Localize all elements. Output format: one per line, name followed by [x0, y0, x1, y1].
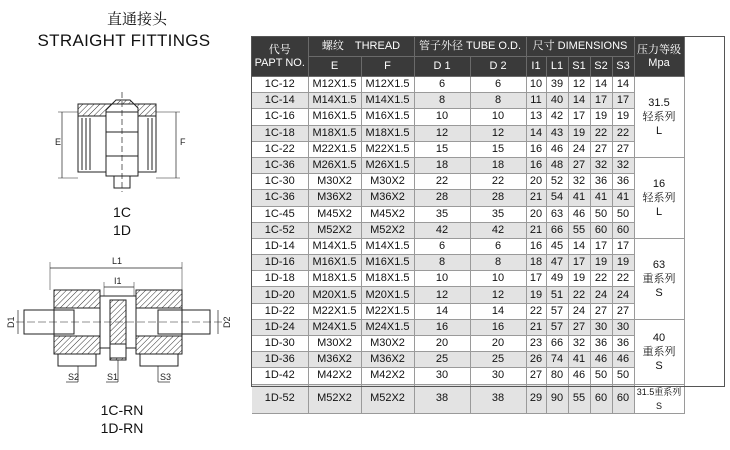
table-cell: 35 [414, 206, 470, 222]
table-cell: 21 [526, 190, 546, 206]
table-cell: M42X2 [361, 368, 414, 384]
table-cell: 20 [526, 174, 546, 190]
dim-s2-label: S2 [68, 372, 80, 382]
table-row [252, 125, 684, 141]
table-cell: 46 [568, 206, 590, 222]
table-cell: 14 [568, 93, 590, 109]
table-cell: M36X2 [308, 190, 361, 206]
header-pressure [634, 37, 684, 77]
table-cell: 10 [414, 271, 470, 287]
table-cell: 55 [568, 222, 590, 238]
table-cell: 14 [526, 125, 546, 141]
table-row [252, 222, 684, 238]
col-header-d1: D 1 [414, 57, 470, 77]
fitting-1c-drawing [58, 92, 180, 192]
part-number-cell: 1D-42 [252, 368, 308, 384]
table-cell: 42 [470, 222, 526, 238]
header-part-no [252, 37, 308, 77]
table-cell: M30X2 [361, 174, 414, 190]
table-row [252, 93, 684, 109]
table-cell: 45 [546, 238, 568, 254]
table-cell: M52X2 [308, 384, 361, 413]
table-cell: 38 [414, 384, 470, 413]
table-cell: 30 [470, 368, 526, 384]
table-cell: M12X1.5 [308, 77, 361, 93]
part-number-cell: 1C-12 [252, 77, 308, 93]
part-number-cell: 1C-16 [252, 109, 308, 125]
part-number-cell: 1D-36 [252, 352, 308, 368]
table-cell: 36 [590, 174, 612, 190]
table-cell: 30 [590, 319, 612, 335]
table-cell: 12 [568, 77, 590, 93]
table-row [252, 384, 684, 413]
table-cell: 12 [414, 287, 470, 303]
table-cell: 42 [414, 222, 470, 238]
table-cell: 17 [590, 238, 612, 254]
table-cell: M16X1.5 [308, 255, 361, 271]
table-cell: 41 [568, 190, 590, 206]
table-cell: 60 [590, 222, 612, 238]
table-cell: 49 [546, 271, 568, 287]
table-cell: 17 [568, 109, 590, 125]
table-cell: 36 [612, 336, 634, 352]
table-cell: 47 [546, 255, 568, 271]
table-cell: 25 [414, 352, 470, 368]
col-header-e: E [308, 57, 361, 77]
table-cell: 35 [470, 206, 526, 222]
table-cell: 12 [414, 125, 470, 141]
pressure-rating-line: S [655, 286, 663, 299]
table-cell: 30 [414, 368, 470, 384]
pressure-rating-line: L [655, 205, 663, 218]
table-cell: 14 [590, 77, 612, 93]
table-cell: 22 [526, 303, 546, 319]
table-cell: 18 [414, 157, 470, 173]
pressure-rating-line: 16 [652, 177, 666, 190]
table-cell: 20 [414, 336, 470, 352]
table-cell: 14 [568, 238, 590, 254]
spec-table [252, 37, 685, 414]
table-cell: 15 [470, 141, 526, 157]
table-cell: 32 [568, 336, 590, 352]
table-cell: 36 [590, 336, 612, 352]
table-cell: 57 [546, 319, 568, 335]
table-cell: 32 [590, 157, 612, 173]
table-cell: 6 [414, 238, 470, 254]
table-cell: 12 [470, 125, 526, 141]
table-cell: 6 [414, 77, 470, 93]
table-cell: M36X2 [361, 352, 414, 368]
table-row [252, 77, 684, 93]
table-cell: 12 [470, 287, 526, 303]
table-cell: 50 [612, 368, 634, 384]
table-cell: 32 [568, 174, 590, 190]
table-cell: 21 [526, 319, 546, 335]
fig2-label-1d-rn: 1D-RN [100, 420, 144, 436]
table-cell: M26X1.5 [361, 157, 414, 173]
table-cell: M52X2 [361, 384, 414, 413]
header-part-no-en: PAPT NO. [254, 56, 305, 69]
pressure-rating-cell [634, 77, 684, 158]
table-cell: 50 [612, 206, 634, 222]
table-row [252, 109, 684, 125]
title-english: STRAIGHT FITTINGS [37, 31, 211, 50]
table-cell: 11 [526, 93, 546, 109]
table-cell: 24 [568, 141, 590, 157]
table-cell: 6 [470, 238, 526, 254]
col-header-d2: D 2 [470, 57, 526, 77]
table-cell: 41 [568, 352, 590, 368]
table-cell: M14X1.5 [308, 238, 361, 254]
table-cell: M16X1.5 [308, 109, 361, 125]
table-cell: 30 [612, 319, 634, 335]
table-cell: 54 [546, 190, 568, 206]
table-cell: 74 [546, 352, 568, 368]
table-cell: 43 [546, 125, 568, 141]
title-chinese: 直通接头 [106, 10, 167, 28]
table-row [252, 336, 684, 352]
table-cell: M36X2 [308, 352, 361, 368]
table-cell: 17 [612, 238, 634, 254]
table-cell: 27 [526, 368, 546, 384]
pressure-rating-cell [634, 238, 684, 319]
table-cell: 27 [590, 141, 612, 157]
table-cell: 22 [612, 125, 634, 141]
table-cell: 20 [526, 206, 546, 222]
pressure-rating-line: 40 [652, 331, 666, 344]
table-row [252, 319, 684, 335]
part-number-cell: 1C-18 [252, 125, 308, 141]
table-cell: M20X1.5 [361, 287, 414, 303]
table-cell: 46 [590, 352, 612, 368]
dim-s1-label: S1 [107, 372, 119, 382]
table-cell: M42X2 [308, 368, 361, 384]
header-part-no-cn: 代号 [268, 43, 291, 56]
table-cell: 50 [590, 206, 612, 222]
table-cell: 48 [546, 157, 568, 173]
table-cell: M22X1.5 [361, 303, 414, 319]
table-cell: 80 [546, 368, 568, 384]
table-cell: 19 [568, 271, 590, 287]
part-number-cell: 1D-30 [252, 336, 308, 352]
table-row [252, 238, 684, 254]
table-cell: M18X1.5 [361, 271, 414, 287]
table-row [252, 352, 684, 368]
table-row [252, 303, 684, 319]
fig2-label-1c-rn: 1C-RN [100, 402, 144, 418]
table-cell: 23 [526, 336, 546, 352]
table-cell: 21 [526, 222, 546, 238]
col-header-i1: I1 [526, 57, 546, 77]
table-cell: M45X2 [361, 206, 414, 222]
table-cell: 10 [414, 109, 470, 125]
table-cell: M30X2 [361, 336, 414, 352]
table-cell: 17 [568, 255, 590, 271]
pressure-rating-line: 63 [652, 258, 666, 271]
table-cell: 16 [526, 157, 546, 173]
table-cell: M30X2 [308, 336, 361, 352]
table-cell: 50 [590, 368, 612, 384]
pressure-rating-line: 轻系列 [642, 191, 676, 204]
table-cell: 29 [526, 384, 546, 413]
pressure-rating-cell [634, 319, 684, 384]
table-cell: 24 [612, 287, 634, 303]
table-cell: 15 [414, 141, 470, 157]
fig1-label-1c: 1C [113, 204, 131, 220]
table-cell: 17 [526, 271, 546, 287]
table-cell: 17 [590, 93, 612, 109]
table-cell: 19 [612, 255, 634, 271]
part-number-cell: 1D-14 [252, 238, 308, 254]
table-cell: 22 [612, 271, 634, 287]
part-number-cell: 1D-20 [252, 287, 308, 303]
dim-d2-label: D2 [222, 316, 232, 328]
col-header-s2: S2 [590, 57, 612, 77]
table-cell: 14 [414, 303, 470, 319]
table-cell: 14 [612, 77, 634, 93]
table-cell: M45X2 [308, 206, 361, 222]
dim-l1-label: L1 [112, 256, 123, 266]
pressure-rating-line: 31.5 [648, 96, 670, 109]
table-cell: 24 [590, 287, 612, 303]
table-cell: 19 [590, 109, 612, 125]
table-cell: M22X1.5 [308, 141, 361, 157]
header-thread: 螺纹 THREAD [308, 37, 414, 57]
pressure-rating-line: 重系列 [642, 345, 676, 358]
table-cell: 8 [470, 93, 526, 109]
part-number-cell: 1D-18 [252, 271, 308, 287]
table-cell: 46 [612, 352, 634, 368]
table-cell: M20X1.5 [308, 287, 361, 303]
table-cell: 22 [470, 174, 526, 190]
table-cell: 66 [546, 222, 568, 238]
table-row [252, 174, 684, 190]
table-cell: 41 [612, 190, 634, 206]
table-cell: 18 [470, 157, 526, 173]
table-cell: M14X1.5 [308, 93, 361, 109]
pressure-rating-cell [634, 384, 684, 413]
part-number-cell: 1D-16 [252, 255, 308, 271]
header-pressure-cn: 压力等级 [637, 43, 681, 56]
table-cell: 27 [590, 303, 612, 319]
table-cell: M52X2 [361, 222, 414, 238]
part-number-cell: 1D-52 [252, 384, 308, 413]
pressure-rating-line: 重系列 [642, 272, 676, 285]
pressure-rating-line: L [655, 124, 663, 137]
table-cell: M24X1.5 [361, 319, 414, 335]
part-number-cell: 1C-14 [252, 93, 308, 109]
table-row [252, 206, 684, 222]
table-row [252, 157, 684, 173]
pressure-rating-line: S [655, 359, 663, 372]
table-cell: 26 [526, 352, 546, 368]
part-number-cell: 1C-45 [252, 206, 308, 222]
table-cell: 46 [568, 368, 590, 384]
table-cell: 22 [590, 125, 612, 141]
table-cell: 36 [612, 174, 634, 190]
table-cell: 51 [546, 287, 568, 303]
header-dimensions: 尺寸 DIMENSIONS [526, 37, 634, 57]
table-cell: M18X1.5 [308, 271, 361, 287]
table-cell: 22 [414, 174, 470, 190]
table-cell: M24X1.5 [308, 319, 361, 335]
table-cell: 52 [546, 174, 568, 190]
table-cell: 19 [612, 109, 634, 125]
part-number-cell: 1D-24 [252, 319, 308, 335]
table-cell: 8 [414, 93, 470, 109]
table-cell: M30X2 [308, 174, 361, 190]
table-cell: 8 [470, 255, 526, 271]
part-number-cell: 1C-30 [252, 174, 308, 190]
table-cell: M18X1.5 [361, 125, 414, 141]
table-cell: 60 [590, 384, 612, 413]
part-number-cell: 1C-36 [252, 157, 308, 173]
table-cell: 46 [546, 141, 568, 157]
table-cell: M16X1.5 [361, 109, 414, 125]
table-cell: 18 [526, 255, 546, 271]
fig1-label-1d: 1D [113, 222, 131, 238]
dim-d1-label: D1 [6, 316, 16, 328]
dim-f-label: F [180, 137, 186, 147]
table-cell: M22X1.5 [361, 141, 414, 157]
table-cell: M36X2 [361, 190, 414, 206]
pressure-rating-line: 31.5重系列S [636, 386, 682, 411]
table-cell: 60 [612, 384, 634, 413]
table-cell: 28 [414, 190, 470, 206]
table-cell: 22 [590, 271, 612, 287]
table-cell: 16 [526, 238, 546, 254]
table-cell: M12X1.5 [361, 77, 414, 93]
dim-s3-label: S3 [160, 372, 172, 382]
table-row [252, 368, 684, 384]
header-tube-od: 管子外径 TUBE O.D. [414, 37, 526, 57]
spec-table-body [252, 77, 684, 414]
table-cell: 27 [568, 319, 590, 335]
table-cell: 40 [546, 93, 568, 109]
table-cell: 25 [470, 352, 526, 368]
table-cell: 27 [612, 303, 634, 319]
table-cell: 14 [470, 303, 526, 319]
table-cell: 13 [526, 109, 546, 125]
table-cell: 17 [612, 93, 634, 109]
table-cell: 16 [414, 319, 470, 335]
table-cell: 6 [470, 77, 526, 93]
col-header-f: F [361, 57, 414, 77]
table-cell: 8 [414, 255, 470, 271]
table-cell: M26X1.5 [308, 157, 361, 173]
table-cell: 10 [470, 271, 526, 287]
table-cell: 41 [590, 190, 612, 206]
table-cell: 90 [546, 384, 568, 413]
table-cell: M14X1.5 [361, 238, 414, 254]
table-cell: 22 [568, 287, 590, 303]
table-row [252, 255, 684, 271]
table-cell: 57 [546, 303, 568, 319]
col-header-s3: S3 [612, 57, 634, 77]
table-cell: 55 [568, 384, 590, 413]
header-pressure-unit: Mpa [648, 56, 670, 69]
table-cell: 10 [470, 109, 526, 125]
table-cell: 27 [568, 157, 590, 173]
table-cell: 16 [470, 319, 526, 335]
col-header-s1: S1 [568, 57, 590, 77]
table-cell: 19 [590, 255, 612, 271]
table-cell: 32 [612, 157, 634, 173]
table-cell: 27 [612, 141, 634, 157]
table-row [252, 190, 684, 206]
table-cell: 24 [568, 303, 590, 319]
table-cell: 10 [526, 77, 546, 93]
table-cell: 20 [470, 336, 526, 352]
dim-e-label: E [55, 137, 62, 147]
table-cell: 19 [568, 125, 590, 141]
table-row [252, 141, 684, 157]
part-number-cell: 1D-22 [252, 303, 308, 319]
table-cell: M52X2 [308, 222, 361, 238]
table-cell: M16X1.5 [361, 255, 414, 271]
table-cell: 19 [526, 287, 546, 303]
table-cell: 66 [546, 336, 568, 352]
table-cell: 60 [612, 222, 634, 238]
table-cell: M14X1.5 [361, 93, 414, 109]
pressure-rating-cell [634, 157, 684, 238]
part-number-cell: 1C-52 [252, 222, 308, 238]
part-number-cell: 1C-36 [252, 190, 308, 206]
table-cell: M22X1.5 [308, 303, 361, 319]
table-cell: 16 [526, 141, 546, 157]
table-cell: 28 [470, 190, 526, 206]
table-cell: 42 [546, 109, 568, 125]
table-cell: 39 [546, 77, 568, 93]
col-header-l1: L1 [546, 57, 568, 77]
pressure-rating-line: 轻系列 [642, 110, 676, 123]
dim-i1-label: I1 [114, 276, 122, 286]
table-row [252, 271, 684, 287]
table-row [252, 287, 684, 303]
table-cell: 38 [470, 384, 526, 413]
table-cell: M18X1.5 [308, 125, 361, 141]
table-cell: 63 [546, 206, 568, 222]
part-number-cell: 1C-22 [252, 141, 308, 157]
